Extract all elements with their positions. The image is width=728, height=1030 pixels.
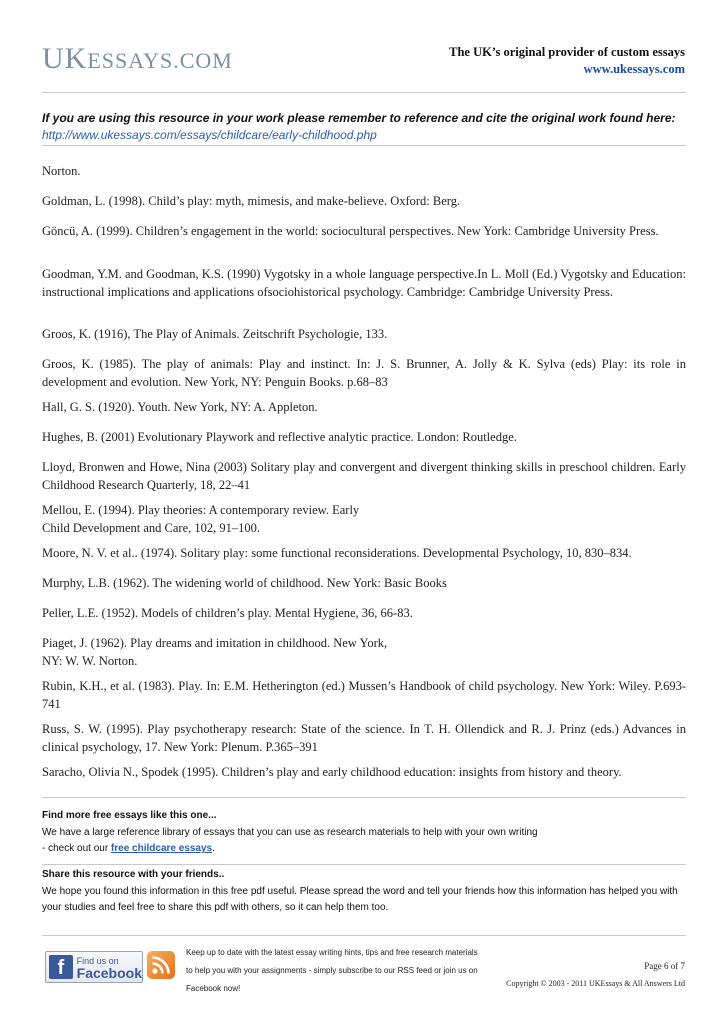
- share-text: We hope you found this information in this free pdf useful. Please spread the word and tell your friends how this information has helped you with your studies and feel free to share this pdf with others, so it can help them too.: [42, 885, 678, 913]
- footer-divider-top: [42, 797, 686, 798]
- find-more-link-line: [42, 841, 686, 858]
- find-more-suffix: .: [212, 843, 215, 854]
- share-heading: Share this resource with your friends..: [42, 869, 225, 880]
- citation-url-link[interactable]: http://www.ukessays.com/essays/childcare/early-childhood.php: [42, 128, 377, 142]
- reference-item: Göncü, A. (1999). Children’s engagement in the world: sociocultural perspectives. New York: Cambridge University Press.: [42, 224, 659, 238]
- reference-item: Hall, G. S. (1920). Youth. New York, NY: A. Appleton.: [42, 400, 318, 414]
- reference-item: Peller, L.E. (1952). Models of children’s play. Mental Hygiene, 36, 66-83.: [42, 606, 413, 620]
- notice-divider: [42, 145, 686, 146]
- header-tagline-block: [449, 44, 685, 78]
- facebook-icon: f: [49, 955, 73, 979]
- copyright: Copyright © 2003 - 2011 UKEssays & All Answers Ltd: [506, 979, 685, 988]
- subscribe-line-3: Facebook now!: [186, 984, 241, 993]
- subscribe-line-1: Keep up to date with the latest essay writing hints, tips and free research materials: [186, 948, 478, 957]
- reference-item: Goldman, L. (1998). Child’s play: myth, mimesis, and make-believe. Oxford: Berg.: [42, 194, 461, 208]
- share-box: [42, 867, 686, 917]
- tagline: The UK’s original provider of custom essays: [449, 45, 685, 59]
- reference-item: Russ, S. W. (1995). Play psychotherapy research: State of the science. In T. H. Ollendick and R. J. Prinz (eds.) Advances in clinical psychology, 17. New York: Plenum. P.365–391: [42, 722, 686, 754]
- find-more-box: [42, 808, 686, 858]
- free-childcare-essays-link[interactable]: free childcare essays: [110, 843, 213, 854]
- reference-item: Norton.: [42, 164, 81, 178]
- footer-divider-bottom: [42, 935, 686, 936]
- reference-item: Rubin, K.H., et al. (1983). Play. In: E.M. Hetherington (ed.) Mussen’s Handbook of child psychology. New York: Wiley. P.693-741: [42, 679, 686, 711]
- site-url-link[interactable]: www.ukessays.com: [583, 62, 685, 76]
- citation-notice-text: If you are using this resource in your work please remember to reference and cite the original work found here:: [42, 111, 676, 125]
- reference-item: Piaget, J. (1962). Play dreams and imitation in childhood. New York, NY: W. W. Norton.: [42, 636, 388, 668]
- subscribe-line-2: to help you with your assignments - simply subscribe to our RSS feed or join us on: [186, 966, 478, 975]
- logo-letter-u: U: [42, 42, 65, 75]
- footer-divider-mid: [42, 864, 686, 865]
- reference-item: Groos, K. (1985). The play of animals: Play and instinct. In: J. S. Brunner, A. Jolly & K. Sylva (eds) Play: its role in development and evolution. New York, NY: Penguin Books. p.68–83: [42, 357, 686, 389]
- reference-item: Murphy, L.B. (1962). The widening world of childhood. New York: Basic Books: [42, 576, 447, 590]
- subscribe-text: [186, 944, 486, 998]
- reference-item: Moore, N. V. et al.. (1974). Solitary play: some functional reconsiderations. Developmental Psychology, 10, 830–834.: [42, 546, 632, 560]
- reference-item: Saracho, Olivia N., Spodek (1995). Children’s play and early childhood education: insights from history and theory.: [42, 765, 622, 779]
- reference-item: Hughes, B. (2001) Evolutionary Playwork and reflective analytic practice. London: Routledge.: [42, 430, 517, 444]
- reference-item: Groos, K. (1916), The Play of Animals. Zeitschrift Psychologie, 133.: [42, 327, 388, 341]
- find-more-heading: Find more free essays like this one...: [42, 810, 217, 821]
- reference-item: Goodman, Y.M. and Goodman, K.S. (1990) Vygotsky in a whole language perspective.In L. Moll (Ed.) Vygotsky and Education: instructional implications and applications ofsociohistorical psychology. Cambridge: Cambridge University Press.: [42, 267, 686, 299]
- header-divider: [42, 92, 686, 93]
- reference-item: Lloyd, Bronwen and Howe, Nina (2003) Solitary play and convergent and divergent thinking skills in preschool children. Early Childhood Research Quarterly, 18, 22–41: [42, 460, 686, 492]
- logo-essays: ESSAYS: [87, 48, 174, 73]
- facebook-label: [77, 955, 142, 979]
- facebook-find-us: Find us on: [76, 956, 119, 966]
- find-more-prefix: - check out our: [42, 843, 111, 854]
- facebook-button[interactable]: [45, 951, 143, 983]
- reference-item: Mellou, E. (1994). Play theories: A contemporary review. Early Child Development and Care, 102, 91–100.: [42, 503, 360, 535]
- facebook-name: Facebook: [76, 965, 142, 981]
- rss-icon: [147, 951, 175, 979]
- logo-dotcom: .COM: [173, 48, 233, 73]
- citation-notice: [42, 110, 692, 144]
- find-more-text: We have a large reference library of essays that you can use as research materials to help with your own writing: [42, 826, 538, 838]
- page-number: Page 6 of 7: [644, 961, 685, 971]
- ukessays-logo[interactable]: [42, 42, 233, 74]
- logo-letter-k: K: [64, 42, 88, 75]
- rss-feed-icon[interactable]: [147, 951, 175, 979]
